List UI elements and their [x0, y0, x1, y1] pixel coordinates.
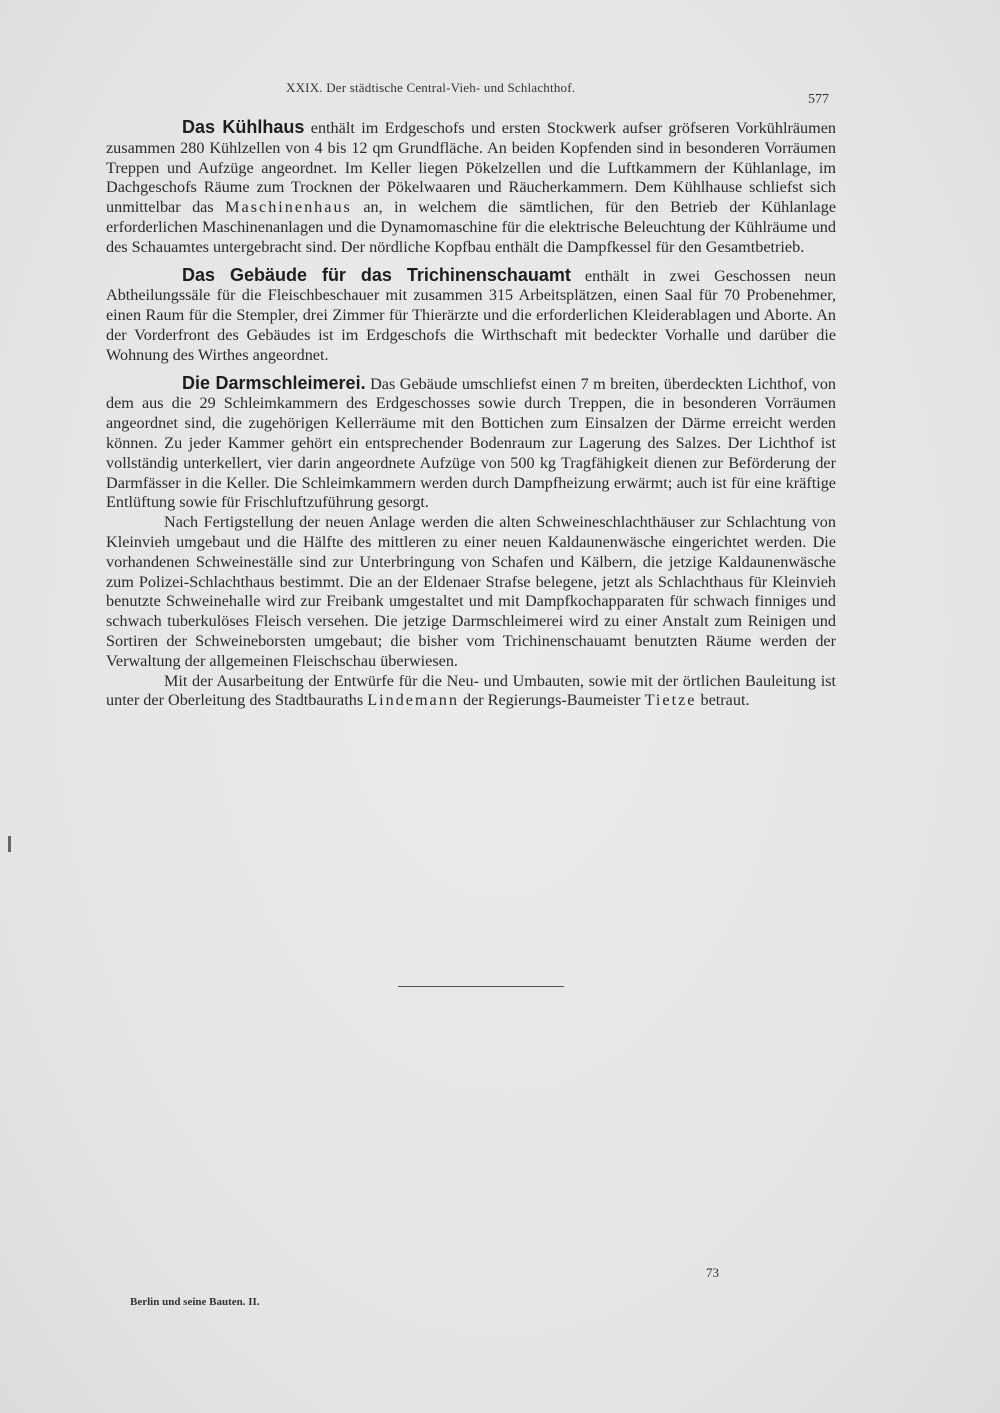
body-text — [106, 118, 836, 711]
text-ausarbeitung-middle: der Regierungs-Baumeister — [462, 691, 641, 710]
heading-trichinenschauamt: Das Gebäude für das Trichinenschauamt — [182, 264, 571, 285]
heading-kuehlhaus: Das Kühlhaus — [182, 117, 305, 137]
paragraph-trichinenschauamt — [106, 266, 836, 366]
paragraph-fertigstellung: Nach Fertigstellung der neuen Anlage werden die alten Schweineschlachthäuser zur Schlachtung von Kleinvieh umgebaut und die Hälfte des mittleren zu einer neuen Kaldaunenwäsche eingerichtet werden. Die vorhandenen Schweineställe sind zur Unterbringung von Schafen und Kälbern, die jetzige Kaldaunenwäsche zum Polizei-Schlachthaus bestimmt. Die an der Eldenaer Strafse belegene, jetzt als Schlachthaus für Kleinvieh benutzte Schweinehalle wird zur Freibank umgestaltet und mit Dampfkochapparaten für schwach finniges und schwach tuberkulöses Fleisch versehen. Die jetzige Darmschleimerei wird zu einer Anstalt zum Reinigen und Sortiren der Schweineborsten umgebaut; die bisher vom Trichinenschauamt benutzten Räume werden der Verwaltung der allgemeinen Fleischschau überwiesen. — [106, 513, 836, 670]
text-trichinenschauamt: enthält in zwei Geschossen neun Abtheilungssäle für die Fleischbeschauer mit zusammen 315 Arbeitsplätzen, einen Saal für 70 Probenehmer, einen Raum für die Stempler, drei Zimmer für Thierärzte und die erforderlichen Kleiderablagen und Aborte. An der Vorderfront des Gebäudes ist im Erdgeschofs die Wirthschaft mit bedeckter Vorhalle und darüber die Wohnung des Wirthes angeordnet. — [106, 266, 837, 364]
page-number: 577 — [808, 92, 829, 107]
text-ausarbeitung-end: betraut. — [700, 691, 750, 710]
section-divider — [398, 986, 564, 987]
margin-mark — [8, 836, 11, 852]
running-head: XXIX. Der städtische Central-Vieh- und Schlachthof. — [286, 80, 576, 95]
name-lindemann: Lindemann — [367, 691, 459, 710]
footer-imprint: Berlin und seine Bauten. II. — [130, 1296, 260, 1308]
heading-darmschleimerei: Die Darmschleimerei. — [182, 372, 366, 393]
paragraph-darmschleimerei — [106, 374, 836, 514]
term-maschinenhaus: Maschinenhaus — [225, 198, 352, 217]
paragraph-ausarbeitung — [106, 672, 836, 712]
paragraph-kuehlhaus — [106, 118, 836, 258]
text-ausarbeitung: Mit der Ausarbeitung der Entwürfe für die Neu- und Umbauten, sowie mit der örtlichen Bauleitung ist unter der Oberleitung des Stadtbauraths — [106, 671, 836, 710]
text-darmschleimerei: Das Gebäude umschliefst einen 7 m breiten, überdeckten Lichthof, von dem aus die 29 Schleimkammern des Erdgeschosses sowie durch Treppen, die in besonderen Vorräumen angeordnet sind, die zugehörigen Kellerräume mit den Bottichen zum Einsalzen der Därme erreicht werden können. Zu jeder Kammer gehört ein entsprechender Bodenraum zur Lagerung des Salzes. Der Lichthof ist vollständig unterkellert, vier darin angeordnete Aufzüge von 500 kg Tragfähigkeit dienen zur Beförderung der Darmfässer in die Keller. Die Schleimkammern werden durch Dampfheizung erwärmt; auch ist für eine kräftige Entlüftung sowie für Frischluftzuführung gesorgt. — [106, 374, 837, 512]
text-kuehlhaus: enthält im Erdgeschofs und ersten Stockwerk aufser gröfseren Vorkühlräumen zusammen 280 Kühlzellen von 4 bis 12 qm Grundfläche. An beiden Kopfenden sind in besonderen Vorräumen Treppen und Aufzüge angeordnet. Im Keller liegen Pökelzellen und die Luftkammern der Kühlanlage, im Dachgeschofs Räume zum Trocknen der Pökelwaaren und Räucherkammern. Dem Kühlhause schliefst sich unmittelbar das — [106, 119, 837, 217]
name-tietze: Tietze — [644, 691, 697, 710]
sheet-signature: 73 — [706, 1265, 719, 1280]
text-kuehlhaus-continued: an, in welchem die sämtlichen, für den Betrieb der Kühlanlage erforderlichen Maschinenanlagen und die Dynamomaschine für die elektrische Beleuchtung der Kühlräume und des Schauamtes untergebracht sind. Der nördliche Kopfbau enthält die Dampfkessel für den Gesamtbetrieb. — [106, 198, 836, 256]
